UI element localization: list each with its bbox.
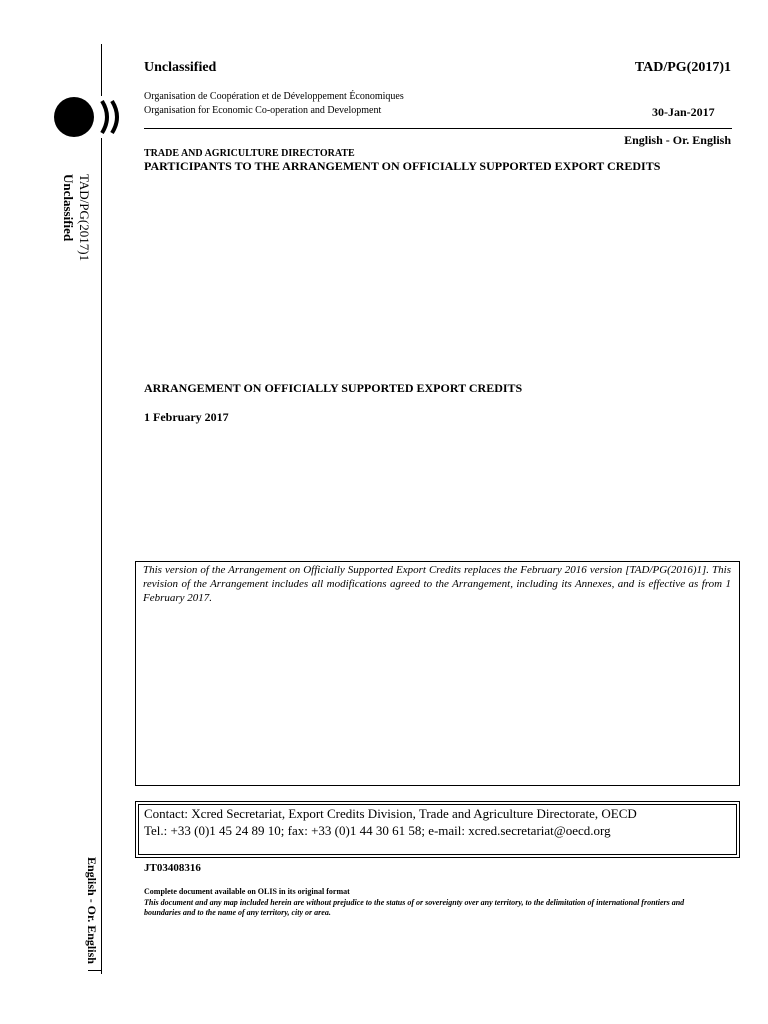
sidebar-language: English - Or. English — [85, 857, 99, 964]
olis-note: Complete document available on OLIS in its original format — [144, 887, 350, 896]
header-divider — [144, 128, 732, 129]
oecd-logo-icon — [52, 95, 128, 139]
sidebar-ref: TAD/PG(2017)1 — [77, 174, 92, 262]
sidebar-rule-bottom — [101, 138, 102, 974]
header-classification: Unclassified — [144, 60, 217, 75]
header-doc-ref: TAD/PG(2017)1 — [634, 60, 731, 75]
contact-inner-box — [138, 804, 737, 855]
header-org-fr: Organisation de Coopération et de Développement Économiques — [144, 91, 404, 102]
header-language: English - Or. English — [624, 133, 731, 147]
notice-box — [135, 561, 740, 786]
contact-line-2: Tel.: +33 (0)1 45 24 89 10; fax: +33 (0)1 44 30 61 58; e-mail: xcred.secretariat@oecd.org — [144, 823, 611, 838]
contact-line-1: Contact: Xcred Secretariat, Export Credits Division, Trade and Agriculture Directorate, OECD — [144, 806, 637, 821]
sidebar-classification: Unclassified — [61, 174, 76, 242]
notice-text: This version of the Arrangement on Officially Supported Export Credits replaces the February 2016 version [TAD/PG(2016)1]. This revision of the Arrangement includes all modifications agreed to the Arrangement, including its Annexes, and is effective as from 1 February 2017. — [143, 564, 731, 604]
document-date: 1 February 2017 — [144, 410, 229, 424]
contact-box — [135, 801, 740, 858]
header-date: 30-Jan-2017 — [652, 105, 715, 119]
header-directorate: TRADE AND AGRICULTURE DIRECTORATE — [144, 148, 355, 159]
header-participants: PARTICIPANTS TO THE ARRANGEMENT ON OFFICIALLY SUPPORTED EXPORT CREDITS — [144, 159, 661, 173]
sidebar-rule-top — [101, 44, 102, 96]
sidebar-rule-cap — [88, 970, 102, 971]
jt-number: JT03408316 — [144, 862, 201, 874]
document-title: ARRANGEMENT ON OFFICIALLY SUPPORTED EXPORT CREDITS — [144, 381, 523, 395]
header-org-en: Organisation for Economic Co-operation and Development — [144, 105, 382, 116]
disclaimer: This document and any map included herein are without prejudice to the status of or sovereignty over any territory, to the delimitation of international frontiers and boundaries and to the name of any territory, city or area. — [144, 898, 685, 917]
